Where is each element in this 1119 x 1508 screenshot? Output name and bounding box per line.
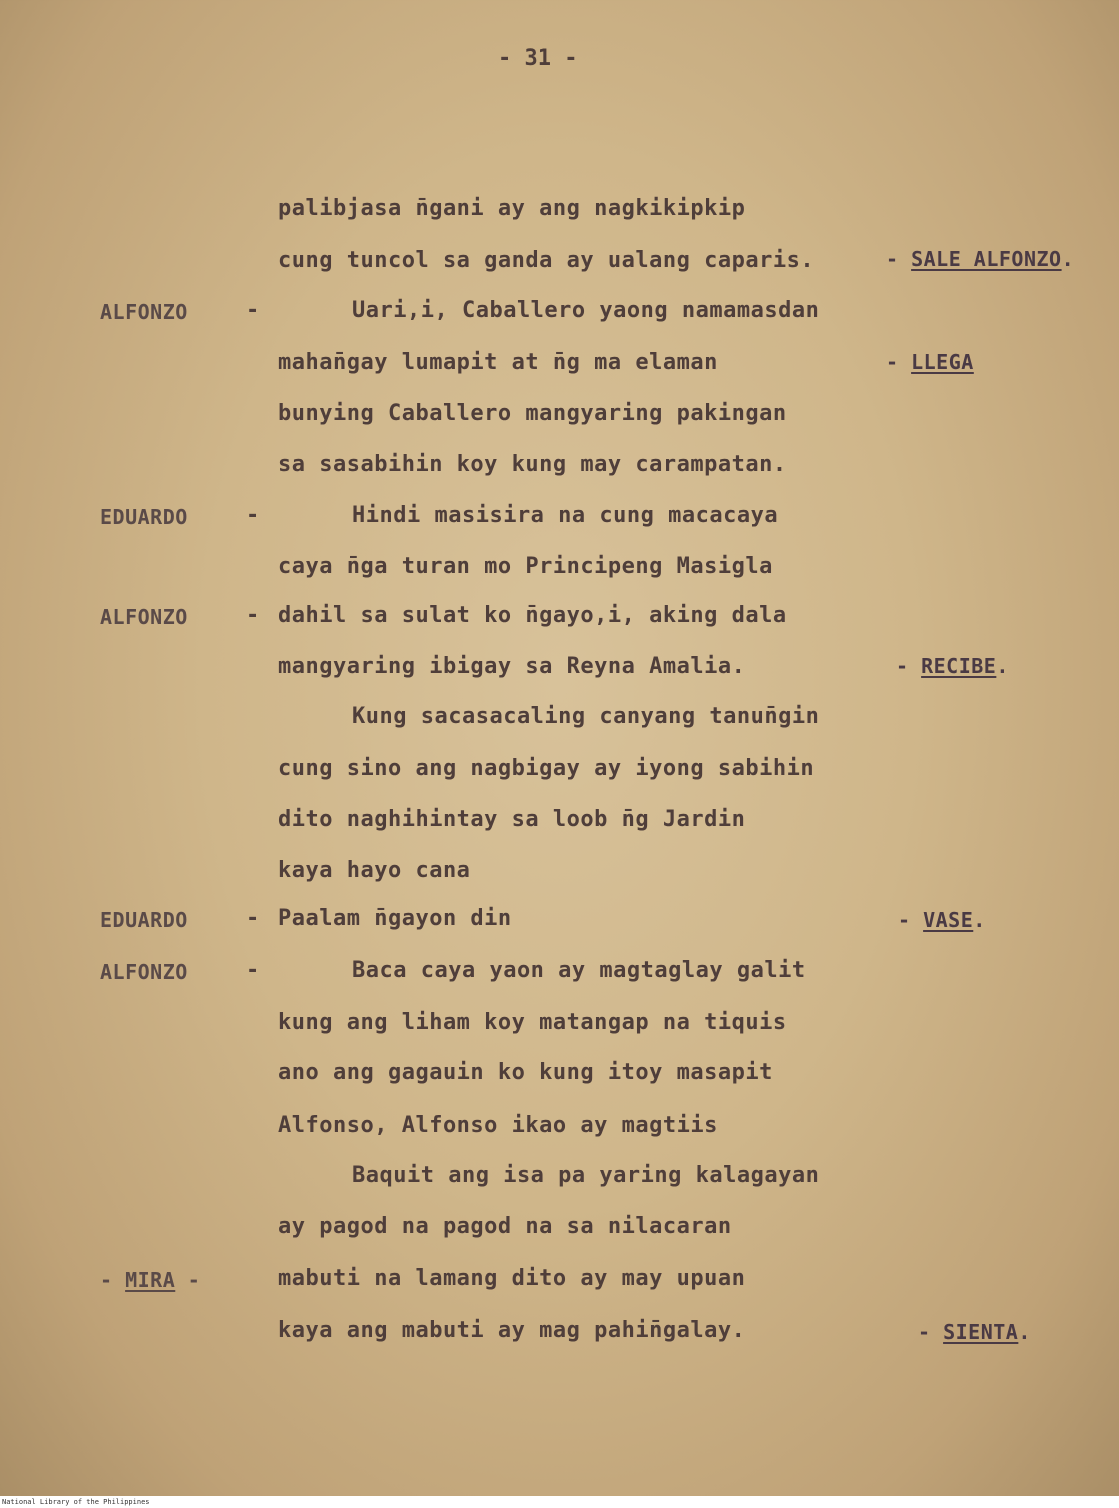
verse-line: mabuti na lamang dito ay may upuan: [278, 1266, 746, 1291]
stage-direction-text: SALE ALFONZO: [911, 247, 1062, 271]
page-number: - 31 -: [498, 46, 578, 71]
speaker-dash: -: [246, 298, 260, 323]
footer-credit: National Library of the Philippines: [0, 1496, 1119, 1508]
stage-direction-text: RECIBE: [921, 654, 997, 678]
speaker-name: MIRA: [125, 1268, 176, 1292]
speaker-name: EDUARDO: [100, 908, 188, 932]
verse-line: Paalam n̄gayon din: [278, 906, 512, 931]
stage-direction: - VASE.: [898, 908, 986, 932]
stage-direction-text: LLEGA: [911, 350, 974, 374]
speaker-dash: -: [246, 906, 260, 931]
verse-line: sa sasabihin koy kung may carampatan.: [278, 452, 787, 477]
verse-line: palibjasa n̄gani ay ang nagkikipkip: [278, 196, 746, 221]
verse-line: kaya ang mabuti ay mag pahin̄galay.: [278, 1318, 746, 1343]
verse-line: mangyaring ibigay sa Reyna Amalia.: [278, 654, 746, 679]
speaker-name: EDUARDO: [100, 505, 188, 529]
verse-line: Hindi masisira na cung macacaya: [352, 503, 779, 528]
verse-line: cung tuncol sa ganda ay ualang caparis.: [278, 248, 815, 273]
speaker-mira: - MIRA -: [100, 1268, 201, 1292]
verse-line: kung ang liham koy matangap na tiquis: [278, 1010, 787, 1035]
verse-line: cung sino ang nagbigay ay iyong sabihin: [278, 756, 815, 781]
verse-line: Uari,i, Caballero yaong namamasdan: [352, 298, 820, 323]
stage-direction: - SALE ALFONZO.: [886, 247, 1075, 271]
speaker-dash: -: [246, 503, 260, 528]
verse-line: dito naghihintay sa loob n̄g Jardin: [278, 807, 746, 832]
verse-line: bunying Caballero mangyaring pakingan: [278, 401, 787, 426]
stage-direction-text: SIENTA: [943, 1320, 1019, 1344]
stage-direction: - RECIBE.: [896, 654, 1009, 678]
verse-line: kaya hayo cana: [278, 858, 471, 883]
verse-line: Kung sacasacaling canyang tanun̄gin: [352, 704, 820, 729]
stage-direction: - LLEGA: [886, 350, 974, 374]
verse-line: Baquit ang isa pa yaring kalagayan: [352, 1163, 820, 1188]
verse-line: Alfonso, Alfonso ikao ay magtiis: [278, 1113, 718, 1138]
stage-direction: - SIENTA.: [918, 1320, 1031, 1344]
verse-line: Baca caya yaon ay magtaglay galit: [352, 958, 806, 983]
stage-direction-text: VASE: [923, 908, 974, 932]
speaker-name: ALFONZO: [100, 300, 188, 324]
verse-line: ay pagod na pagod na sa nilacaran: [278, 1214, 732, 1239]
verse-line: dahil sa sulat ko n̄gayo,i, aking dala: [278, 603, 787, 628]
speaker-name: ALFONZO: [100, 605, 188, 629]
speaker-name: ALFONZO: [100, 960, 188, 984]
verse-line: ano ang gagauin ko kung itoy masapit: [278, 1060, 773, 1085]
verse-line: caya n̄ga turan mo Principeng Masigla: [278, 554, 773, 579]
speaker-dash: -: [246, 603, 260, 628]
speaker-dash: -: [246, 958, 260, 983]
verse-line: mahan̄gay lumapit at n̄g ma elaman: [278, 350, 718, 375]
